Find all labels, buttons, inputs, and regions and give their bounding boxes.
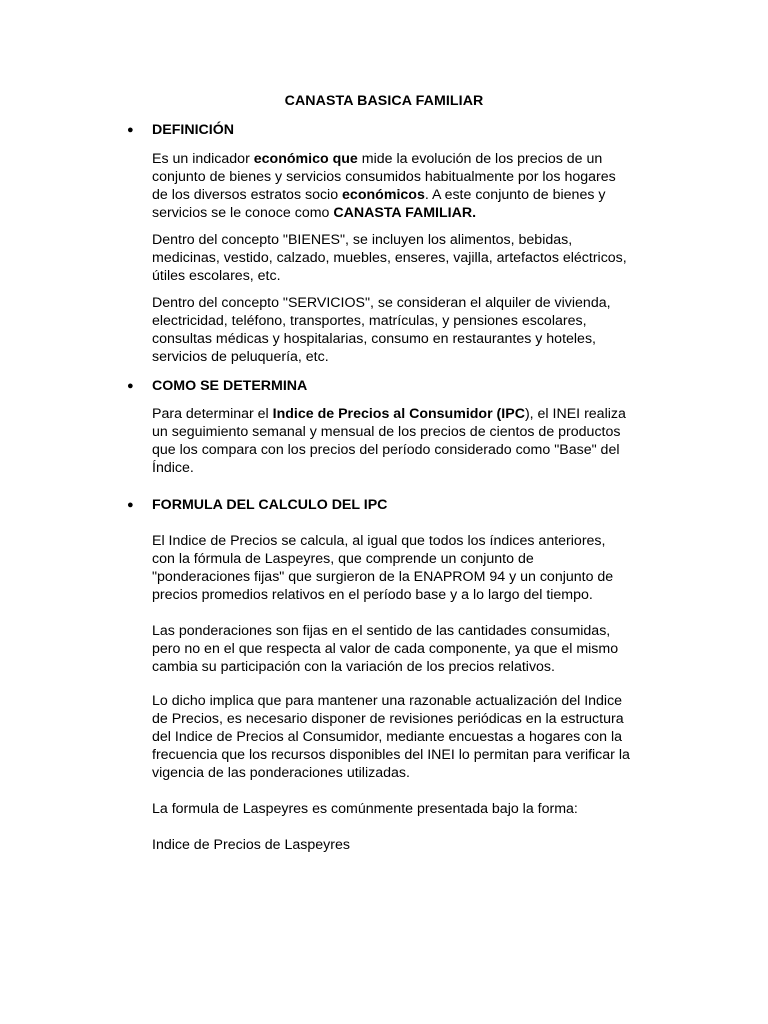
text-line: frecuencia que los recursos disponibles del INEI lo permitan para verificar la bbox=[152, 747, 630, 763]
formula-paragraph-4 bbox=[152, 800, 664, 818]
text-line: cambia su participación con la variación de los precios relativos. bbox=[152, 659, 555, 675]
formula-paragraph-2 bbox=[152, 622, 664, 676]
text-line: consultas médicas y hospitalarias, consumo en restaurantes y hoteles, bbox=[152, 331, 596, 347]
text-line: electricidad, teléfono, transportes, matrículas, y pensiones escolares, bbox=[152, 313, 587, 329]
text-line: vigencia de las ponderaciones utilizadas. bbox=[152, 765, 410, 781]
definicion-paragraph-2 bbox=[152, 231, 664, 285]
definicion-paragraph-3 bbox=[152, 294, 664, 366]
text-line: que los compara con los precios del período considerado como "Base" del bbox=[152, 442, 620, 458]
formula-paragraph-3 bbox=[152, 692, 664, 782]
text-line: Índice. bbox=[152, 460, 194, 476]
text-line: Lo dicho implica que para mantener una razonable actualización del Indice bbox=[152, 693, 623, 709]
text-line: "ponderaciones fijas" que surgieron de la ENAPROM 94 y un conjunto de bbox=[152, 569, 614, 585]
definicion-paragraph-1 bbox=[152, 150, 664, 222]
text-line: un seguimiento semanal y mensual de los precios de cientos de productos bbox=[152, 424, 621, 440]
text-line: con la fórmula de Laspeyres, que comprende un conjunto de bbox=[152, 551, 534, 567]
text-line: La formula de Laspeyres es comúnmente presentada bajo la forma: bbox=[152, 801, 578, 817]
section-heading-definicion: DEFINICIÓN bbox=[152, 122, 234, 138]
text-line: servicios de peluquería, etc. bbox=[152, 349, 329, 365]
text-line: Dentro del concepto "BIENES", se incluyen los alimentos, bebidas, bbox=[152, 232, 573, 248]
text-line: útiles escolares, etc. bbox=[152, 268, 281, 284]
document-title: CANASTA BASICA FAMILIAR bbox=[284, 93, 484, 109]
text-line: Para determinar el Indice de Precios al Consumidor (IPC), el INEI realiza bbox=[152, 406, 626, 422]
text-line: de los diversos estratos socio económicos. A este conjunto de bienes y bbox=[152, 187, 606, 203]
text-line: del Indice de Precios al Consumidor, mediante encuestas a hogares con la bbox=[152, 729, 623, 745]
section-heading-formula: FORMULA DEL CALCULO DEL IPC bbox=[152, 497, 388, 513]
text-line: Las ponderaciones son fijas en el sentido de las cantidades consumidas, bbox=[152, 623, 611, 639]
text-line: servicios se le conoce como CANASTA FAMILIAR. bbox=[152, 205, 477, 221]
formula-paragraph-5 bbox=[152, 836, 664, 854]
bullet-icon: ● bbox=[127, 380, 134, 392]
determina-paragraph-1 bbox=[152, 405, 664, 477]
text-line: medicinas, vestido, calzado, muebles, enseres, vajilla, artefactos eléctricos, bbox=[152, 250, 627, 266]
section-heading-determina: COMO SE DETERMINA bbox=[152, 378, 308, 394]
text-line: precios promedios relativos en el período base y a lo largo del tiempo. bbox=[152, 587, 593, 603]
text-line: de Precios, es necesario disponer de revisiones periódicas en la estructura bbox=[152, 711, 624, 727]
formula-paragraph-1 bbox=[152, 532, 664, 604]
text-line: Es un indicador económico que mide la evolución de los precios de un bbox=[152, 151, 603, 167]
text-line: El Indice de Precios se calcula, al igual que todos los índices anteriores, bbox=[152, 533, 606, 549]
bullet-icon: ● bbox=[127, 124, 134, 136]
text-line: Indice de Precios de Laspeyres bbox=[152, 837, 350, 853]
text-line: Dentro del concepto "SERVICIOS", se consideran el alquiler de vivienda, bbox=[152, 295, 611, 311]
text-line: pero no en el que respecta al valor de cada componente, ya que el mismo bbox=[152, 641, 619, 657]
text-line: conjunto de bienes y servicios consumidos habitualmente por los hogares bbox=[152, 169, 616, 185]
bullet-icon: ● bbox=[127, 499, 134, 511]
